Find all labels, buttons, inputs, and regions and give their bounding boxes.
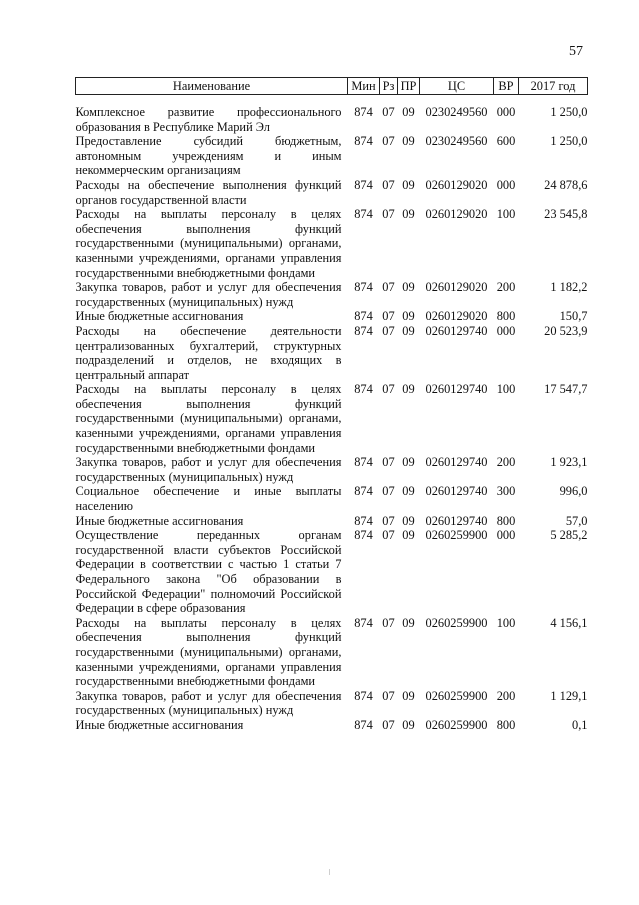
row-vr: 100 bbox=[496, 382, 516, 397]
table-row bbox=[76, 324, 588, 382]
row-name: Иные бюджетные ассигнования bbox=[75, 513, 244, 528]
row-rz: 07 bbox=[382, 280, 395, 295]
row-min: 874 bbox=[354, 513, 373, 528]
row-sum: 0,1 bbox=[572, 717, 588, 732]
header-vr: ВР bbox=[494, 78, 519, 95]
table-header bbox=[76, 78, 588, 95]
row-rz: 07 bbox=[382, 177, 395, 192]
row-cs: 0260259900 bbox=[425, 717, 488, 732]
row-pr: 09 bbox=[402, 134, 415, 149]
row-pr: 09 bbox=[402, 207, 415, 222]
row-pr: 09 bbox=[402, 382, 415, 397]
header-year: 2017 год bbox=[519, 78, 588, 95]
row-sum: 57,0 bbox=[565, 513, 588, 528]
row-name: Комплексное развитие профессионального образования в Республике Марий Эл bbox=[75, 105, 342, 134]
row-sum: 996,0 bbox=[559, 484, 588, 499]
row-pr: 09 bbox=[402, 688, 415, 703]
row-name: Осуществление переданных органам государственной власти субъектов Российской Федерации в соответствии с частью 1 статьи 7 Федерального закона "Об образовании в Российской Федерации" полномочий Российской Федерации в сфере образования bbox=[75, 528, 342, 616]
row-pr: 09 bbox=[402, 615, 415, 630]
row-min: 874 bbox=[354, 455, 373, 470]
row-cs: 0260129020 bbox=[425, 309, 488, 324]
row-vr: 600 bbox=[496, 134, 516, 149]
row-cs: 0260129740 bbox=[425, 513, 488, 528]
row-pr: 09 bbox=[402, 484, 415, 499]
row-min: 874 bbox=[354, 615, 373, 630]
header-min: Мин bbox=[348, 78, 380, 95]
row-min: 874 bbox=[354, 323, 373, 338]
row-min: 874 bbox=[354, 382, 373, 397]
row-vr: 200 bbox=[496, 455, 516, 470]
row-pr: 09 bbox=[402, 455, 415, 470]
row-rz: 07 bbox=[382, 309, 395, 324]
row-rz: 07 bbox=[382, 382, 395, 397]
row-vr: 200 bbox=[496, 280, 516, 295]
table-row bbox=[76, 309, 588, 324]
row-sum: 17 547,7 bbox=[544, 382, 588, 397]
table-row bbox=[76, 134, 588, 178]
row-cs: 0260129020 bbox=[425, 177, 488, 192]
row-sum: 1 250,0 bbox=[550, 134, 588, 149]
row-min: 874 bbox=[354, 528, 373, 543]
row-vr: 300 bbox=[496, 484, 516, 499]
row-vr: 000 bbox=[496, 177, 516, 192]
row-rz: 07 bbox=[382, 528, 395, 543]
row-sum: 1 250,0 bbox=[550, 105, 588, 119]
table-row bbox=[76, 178, 588, 207]
row-name: Иные бюджетные ассигнования bbox=[75, 309, 244, 324]
scan-mark bbox=[329, 869, 330, 875]
row-vr: 100 bbox=[496, 207, 516, 222]
row-cs: 0260259900 bbox=[425, 528, 488, 543]
row-min: 874 bbox=[354, 105, 373, 119]
table-row bbox=[76, 689, 588, 718]
row-cs: 0260259900 bbox=[425, 615, 488, 630]
row-name: Расходы на выплаты персоналу в целях обеспечения выполнения функций государственными (муниципальными) органами, казенными учреждениями, органами управления государственными внебюджетными фондами bbox=[75, 207, 342, 280]
row-min: 874 bbox=[354, 717, 373, 732]
row-cs: 0260129740 bbox=[425, 455, 488, 470]
row-rz: 07 bbox=[382, 717, 395, 732]
header-name: Наименование bbox=[76, 78, 348, 95]
row-sum: 4 156,1 bbox=[550, 615, 588, 630]
row-name: Предоставление субсидий бюджетным, автономным учреждениям и иным некоммерческим организациям bbox=[75, 134, 342, 178]
table-row bbox=[76, 484, 588, 513]
row-vr: 200 bbox=[496, 688, 516, 703]
row-sum: 1 129,1 bbox=[550, 688, 588, 703]
row-vr: 000 bbox=[496, 528, 516, 543]
header-rz: Рз bbox=[380, 78, 398, 95]
row-min: 874 bbox=[354, 280, 373, 295]
row-vr: 100 bbox=[496, 615, 516, 630]
row-rz: 07 bbox=[382, 105, 395, 119]
row-rz: 07 bbox=[382, 323, 395, 338]
row-sum: 20 523,9 bbox=[544, 323, 588, 338]
row-min: 874 bbox=[354, 484, 373, 499]
row-cs: 0260129020 bbox=[425, 280, 488, 295]
row-min: 874 bbox=[354, 688, 373, 703]
row-min: 874 bbox=[354, 134, 373, 149]
table-row bbox=[76, 280, 588, 309]
row-name: Социальное обеспечение и иные выплаты населению bbox=[75, 484, 342, 514]
row-vr: 800 bbox=[496, 309, 516, 324]
row-pr: 09 bbox=[402, 280, 415, 295]
row-name: Расходы на выплаты персоналу в целях обеспечения выполнения функций государственными (муниципальными) органами, казенными учреждениями, органами управления государственными внебюджетными фондами bbox=[75, 615, 342, 689]
row-pr: 09 bbox=[402, 717, 415, 732]
row-pr: 09 bbox=[402, 528, 415, 543]
row-cs: 0260129740 bbox=[425, 484, 488, 499]
row-rz: 07 bbox=[382, 134, 395, 149]
row-pr: 09 bbox=[402, 105, 415, 119]
row-pr: 09 bbox=[402, 323, 415, 338]
table-row bbox=[76, 616, 588, 689]
row-vr: 800 bbox=[496, 717, 516, 732]
row-rz: 07 bbox=[382, 207, 395, 222]
header-pr: ПР bbox=[398, 78, 420, 95]
budget-table bbox=[75, 77, 588, 733]
row-vr: 800 bbox=[496, 513, 516, 528]
row-name: Расходы на выплаты персоналу в целях обеспечения выполнения функций государственными (муниципальными) органами, казенными учреждениями, органами управления государственными внебюджетными фондами bbox=[75, 382, 342, 455]
table-body bbox=[76, 95, 588, 733]
row-sum: 24 878,6 bbox=[544, 177, 588, 192]
row-cs: 0230249560 bbox=[425, 134, 488, 149]
table-row bbox=[76, 382, 588, 455]
row-sum: 1 182,2 bbox=[550, 280, 588, 295]
table-row bbox=[76, 528, 588, 616]
row-name: Закупка товаров, работ и услуг для обеспечения государственных (муниципальных) нужд bbox=[75, 280, 342, 309]
row-cs: 0260129740 bbox=[425, 323, 488, 338]
table-row bbox=[76, 514, 588, 529]
row-rz: 07 bbox=[382, 455, 395, 470]
row-sum: 5 285,2 bbox=[550, 528, 588, 543]
row-min: 874 bbox=[354, 177, 373, 192]
row-cs: 0260129740 bbox=[425, 382, 488, 397]
row-name: Иные бюджетные ассигнования bbox=[75, 717, 244, 732]
row-pr: 09 bbox=[402, 513, 415, 528]
row-rz: 07 bbox=[382, 615, 395, 630]
row-cs: 0260129020 bbox=[425, 207, 488, 222]
table-row bbox=[76, 95, 588, 135]
row-min: 874 bbox=[354, 207, 373, 222]
row-sum: 23 545,8 bbox=[544, 207, 588, 222]
row-pr: 09 bbox=[402, 177, 415, 192]
row-vr: 000 bbox=[496, 105, 516, 119]
table-row bbox=[76, 718, 588, 733]
header-cs: ЦС bbox=[420, 78, 494, 95]
row-rz: 07 bbox=[382, 688, 395, 703]
table-row bbox=[76, 455, 588, 484]
row-cs: 0260259900 bbox=[425, 688, 488, 703]
row-min: 874 bbox=[354, 309, 373, 324]
row-rz: 07 bbox=[382, 513, 395, 528]
row-sum: 150,7 bbox=[559, 309, 588, 324]
page-number: 57 bbox=[569, 44, 583, 59]
row-name: Закупка товаров, работ и услуг для обеспечения государственных (муниципальных) нужд bbox=[75, 688, 342, 718]
row-vr: 000 bbox=[496, 323, 516, 338]
row-name: Закупка товаров, работ и услуг для обеспечения государственных (муниципальных) нужд bbox=[75, 455, 342, 484]
row-pr: 09 bbox=[402, 309, 415, 324]
row-sum: 1 923,1 bbox=[550, 455, 588, 470]
row-cs: 0230249560 bbox=[425, 105, 488, 119]
row-name: Расходы на обеспечение выполнения функций органов государственной власти bbox=[75, 177, 342, 207]
table-row bbox=[76, 207, 588, 280]
row-rz: 07 bbox=[382, 484, 395, 499]
row-name: Расходы на обеспечение деятельности централизованных бухгалтерий, структурных подразделений и отделов, не входящих в центральный аппарат bbox=[75, 323, 342, 382]
